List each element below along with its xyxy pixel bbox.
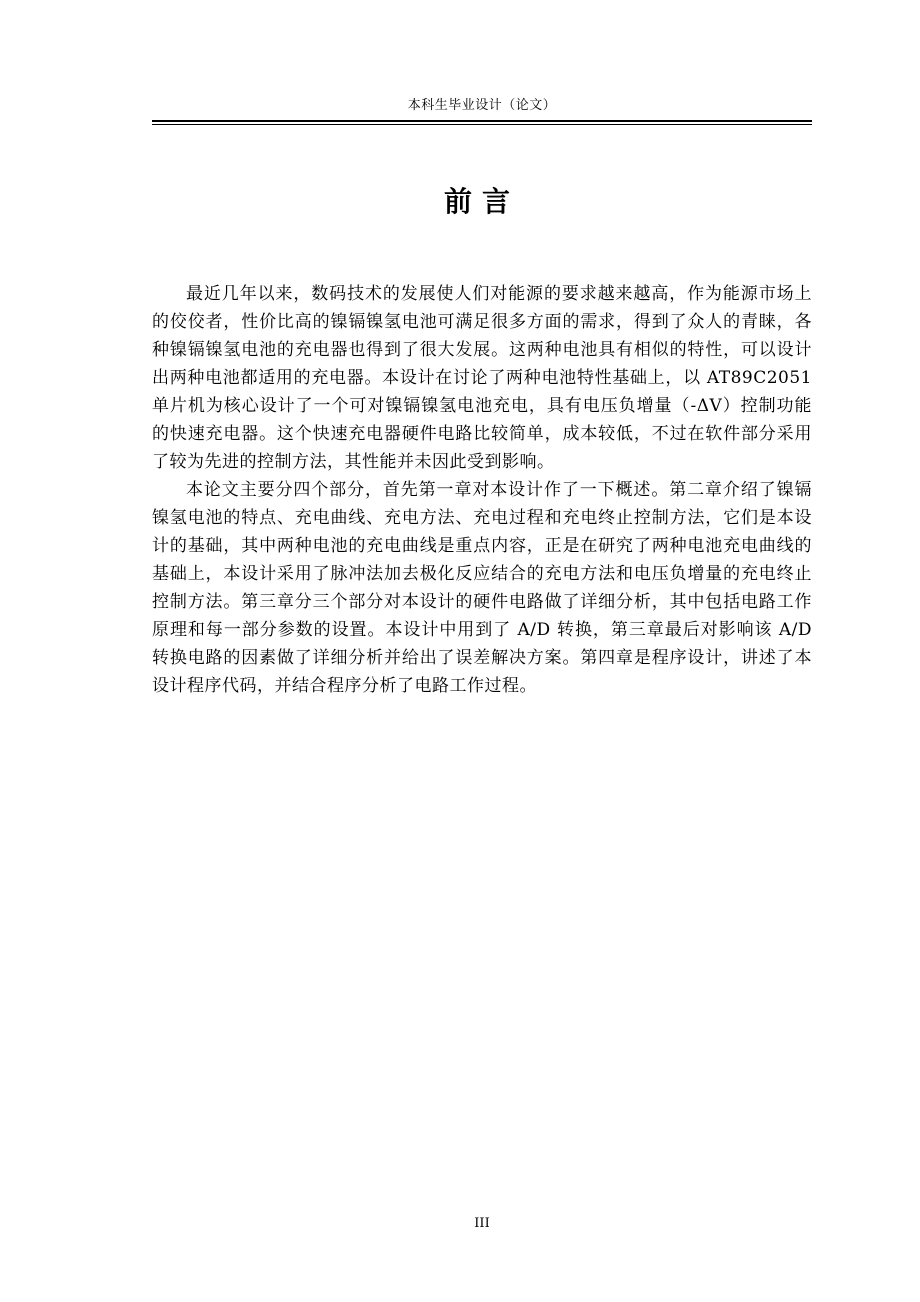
page-title: 前言	[443, 185, 520, 218]
header-rule-thick	[152, 120, 812, 122]
page-number: III	[474, 1216, 490, 1231]
paragraph-1: 最近几年以来，数码技术的发展使人们对能源的要求越来越高，作为能源市场上的佼佼者，性价比高的镍镉镍氢电池可满足很多方面的需求，得到了众人的青睐，各种镍镉镍氢电池的充电器也得到了很大发展。这两种电池具有相似的特性，可以设计出两种电池都适用的充电器。本设计在讨论了两种电池特性基础上，以 AT89C2051 单片机为核心设计了一个可对镍镉镍氢电池充电，具有电压负增量（-ΔV）控制功能的快速充电器。这个快速充电器硬件电路比较简单，成本较低，不过在软件部分采用了较为先进的控制方法，其性能并未因此受到影响。	[152, 284, 812, 472]
header-rule-thin	[152, 124, 812, 125]
paragraph-2: 本论文主要分四个部分，首先第一章对本设计作了一下概述。第二章介绍了镍镉镍氢电池的特点、充电曲线、充电方法、充电过程和充电终止控制方法，它们是本设计的基础，其中两种电池的充电曲线是重点内容，正是在研究了两种电池充电曲线的基础上，本设计采用了脉冲法加去极化反应结合的充电方法和电压负增量的充电终止控制方法。第三章分三个部分对本设计的硬件电路做了详细分析，其中包括电路工作原理和每一部分参数的设置。本设计中用到了 A/D 转换，第三章最后对影响该 A/D 转换电路的因素做了详细分析并给出了误差解决方案。第四章是程序设计，讲述了本设计程序代码，并结合程序分析了电路工作过程。	[152, 480, 812, 696]
body-text	[152, 280, 812, 700]
running-header: 本科生毕业设计（论文）	[407, 98, 557, 113]
